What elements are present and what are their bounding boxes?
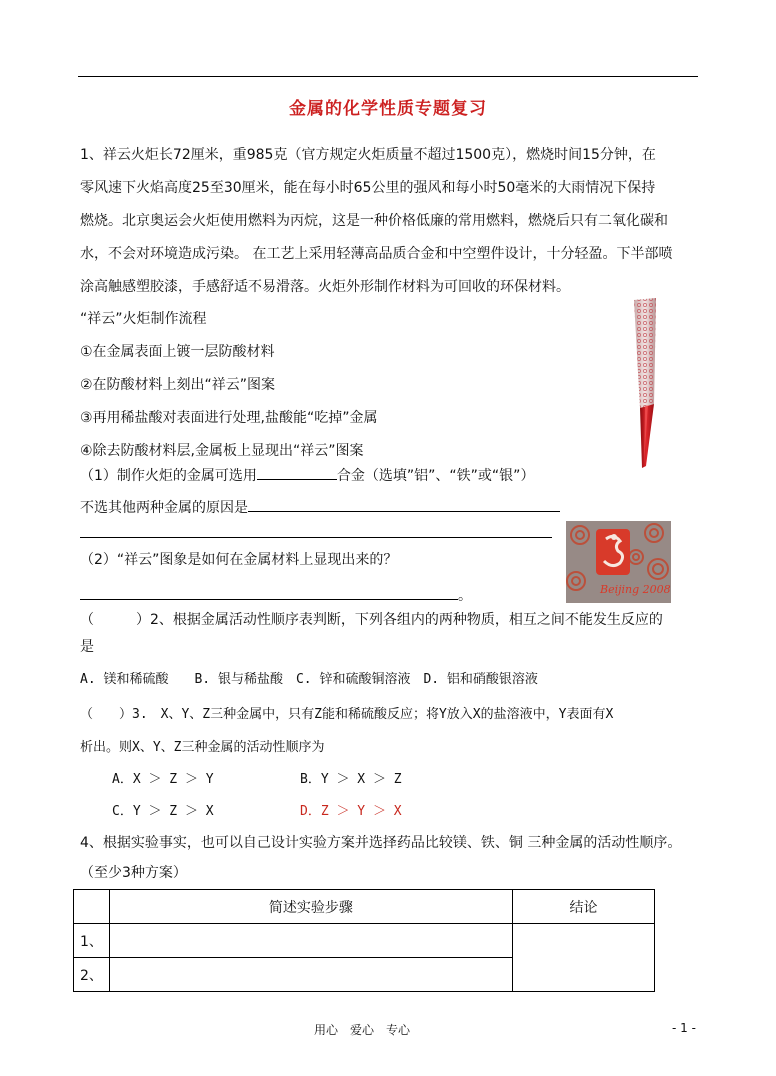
end-mark: 。 (458, 588, 472, 604)
q1-line-2: 零风速下火焰高度25至30厘米，能在每小时65公里的强风和每小时50毫米的大雨情况下保持 (80, 180, 656, 196)
q1-sub2: （2）“祥云”图象是如何在金属材料上显现出来的？ (80, 552, 398, 568)
table-header-result: 结论 (512, 890, 654, 924)
q3-line-2: 析出。则X、Y、Z三种金属的活动性顺序为 (80, 740, 325, 755)
q1-sub1 (80, 463, 534, 485)
q1-line-4: 水，不会对环境造成污染。 在工艺上采用轻薄高品质合金和中空塑件设计，十分轻盈。下半部喷 (80, 246, 673, 262)
table-cell-steps[interactable] (109, 924, 512, 958)
beijing-emblem-image (566, 521, 671, 603)
header-rule (78, 76, 698, 77)
q4-line-2: （至少3种方案） (80, 865, 187, 881)
q1-reason (80, 495, 560, 517)
emblem-text: Beijing 2008 (600, 583, 671, 596)
process-step-2: ②在防酸材料上刻出“祥云”图案 (80, 377, 276, 393)
experiment-table (73, 889, 655, 992)
q1-line-3: 燃烧。北京奥运会火炬使用燃料为丙烷，这是一种价格低廉的常用燃料，燃烧后只有二氧化碳和 (80, 213, 668, 229)
answer-blank-pattern[interactable] (80, 583, 458, 600)
q1-reason-prefix: 不选其他两种金属的原因是 (80, 500, 248, 516)
table-header-steps: 简述实验步骤 (109, 890, 512, 924)
table-row-number: 2、 (74, 958, 110, 992)
q2-line-2: 是 (80, 639, 94, 655)
process-step-3: ③再用稀盐酸对表面进行处理,盐酸能“吃掉”金属 (80, 410, 378, 426)
q3-option-c: C．Y ＞ Z ＞ X (112, 804, 214, 819)
page-title: 金属的化学性质专题复习 (289, 99, 487, 119)
q1-sub1-prefix: （1）制作火炬的金属可选用 (80, 468, 257, 484)
table-cell-result[interactable] (512, 924, 654, 992)
page-number: - 1 - (672, 1021, 696, 1035)
process-step-4: ④除去防酸材料层,金属板上显现出“祥云”图案 (80, 443, 364, 459)
q1-line-5: 涂高触感塑胶漆，手感舒适不易滑落。火炬外形制作材料为可回收的环保材料。 (80, 279, 570, 295)
q2-line-1: （ ）2、根据金属活动性顺序表判断，下列各组内的两种物质，相互之间不能发生反应的 (80, 612, 663, 628)
table-row (74, 924, 655, 958)
answer-line-reason-2[interactable] (80, 537, 552, 538)
q4-line-1: 4、根据实验事实，也可以自己设计实验方案并选择药品比较镁、铁、铜 三种金属的活动性顺序。 (80, 835, 682, 851)
table-row-number: 1、 (74, 924, 110, 958)
table-header-row (74, 890, 655, 924)
table-header-blank (74, 890, 110, 924)
table-cell-steps[interactable] (109, 958, 512, 992)
q3-option-b: B．Y ＞ X ＞ Z (300, 772, 402, 787)
q1-line-1: 1、祥云火炬长72厘米，重985克（官方规定火炬质量不超过1500克），燃烧时间15分钟，在 (80, 147, 656, 163)
footer-motto: 用心 爱心 专心 (314, 1023, 411, 1037)
q1-sub2-answer (80, 583, 472, 605)
process-step-1: ①在金属表面上镀一层防酸材料 (80, 344, 275, 360)
answer-blank-alloy[interactable] (257, 463, 337, 480)
q1-sub1-suffix: 合金（选填”铝”、“铁”或“银”） (336, 468, 535, 484)
process-title: “祥云”火炬制作流程 (80, 311, 207, 327)
q3-option-d: D．Z ＞ Y ＞ X (300, 804, 402, 819)
torch-image (624, 296, 664, 474)
q2-options: A. 镁和稀硫酸 B. 银与稀盐酸 C. 锌和硫酸铜溶液 D. 铝和硝酸银溶液 (80, 672, 538, 687)
q1-process (80, 303, 700, 468)
q1-paragraph (80, 139, 700, 304)
q3-line-1: （ ）3. X、Y、Z三种金属中，只有Z能和稀硫酸反应；将Y放入X的盐溶液中，Y表面有X (80, 707, 614, 722)
answer-blank-reason[interactable] (248, 495, 560, 512)
q3-option-a: A．X ＞ Z ＞ Y (112, 772, 214, 787)
